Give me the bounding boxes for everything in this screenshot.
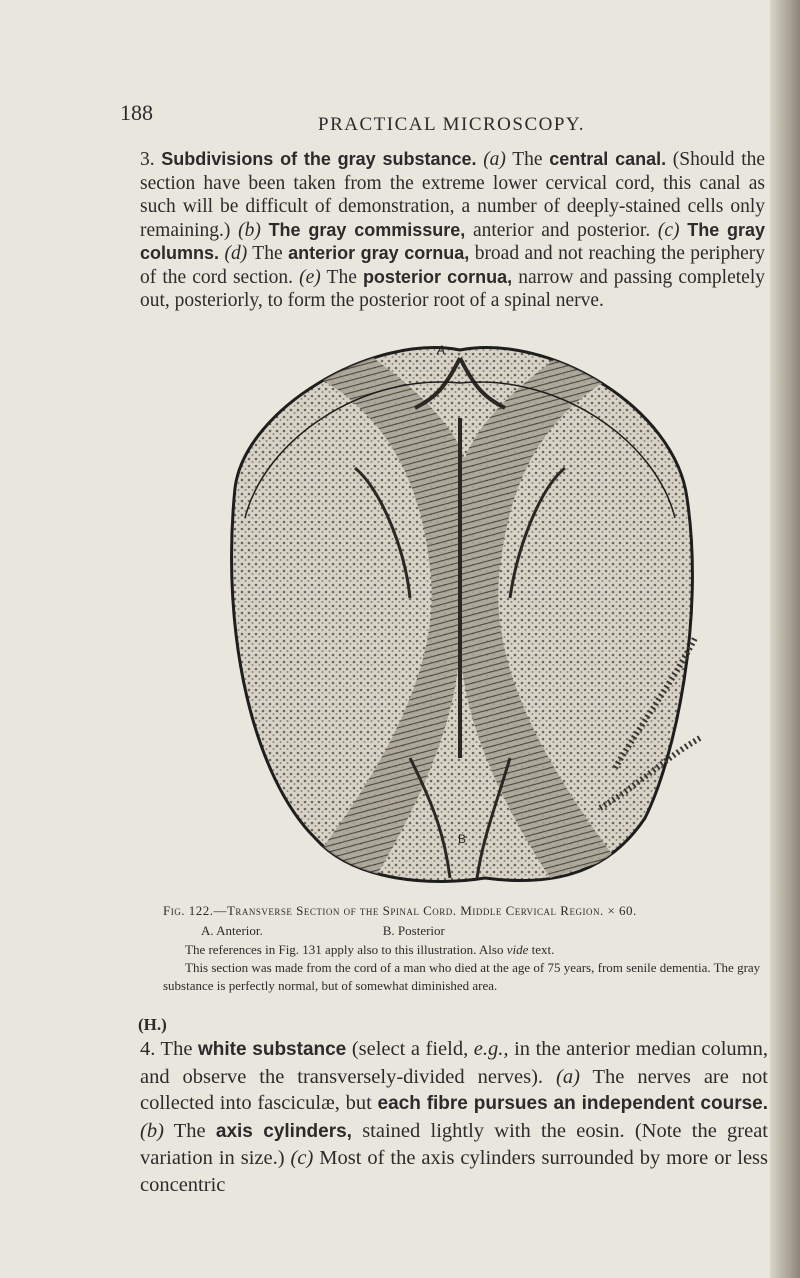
- section-marker: (H.): [138, 1015, 167, 1034]
- section-number: 3.: [140, 149, 155, 170]
- legend-anterior: A. Anterior.: [201, 923, 263, 938]
- figure-caption-legend: [163, 922, 763, 940]
- text-run: narrow and passing completely out, posteriorly, to form the posterior root of a spinal nerve.: [140, 266, 765, 311]
- eg-abbrev: e.g.,: [473, 1038, 509, 1060]
- legend-posterior: B. Posterior: [382, 923, 445, 938]
- paragraph-gray-substance: [140, 148, 765, 313]
- item-letter: (b): [140, 1119, 164, 1142]
- text-run: broad and not reaching the periphery of the cord section.: [140, 243, 766, 288]
- term-gray-commissure: The gray commissure,: [268, 219, 466, 240]
- label-a: A: [437, 343, 446, 357]
- term-gray-columns: The gray columns.: [140, 219, 766, 263]
- page-edge-shadow: [770, 0, 800, 1278]
- caption-text: text.: [531, 942, 555, 957]
- paragraph-white-substance: [140, 1036, 768, 1198]
- caption-text: This section was made from the cord of a man who died at the age of 75 years, from senile dementia. The gray substance is perfectly normal, but of somewhat diminished area.: [163, 960, 761, 993]
- text-run: The: [512, 149, 543, 170]
- term-central-canal: central canal.: [549, 149, 667, 169]
- text-run: The: [326, 266, 357, 288]
- figure-caption-title: [163, 902, 763, 920]
- item-letter: (d): [224, 243, 248, 264]
- figure-caption-note-2: [163, 959, 773, 995]
- spinal-cord-illustration: [205, 338, 715, 888]
- caption-vide: vide: [506, 942, 529, 957]
- caption-title-text: Fig. 122.—Transverse Section of the Spinal Cord. Middle Cervical Region. × 60.: [163, 903, 637, 918]
- item-letter: (c): [657, 219, 680, 241]
- figure-caption-note-1: [185, 941, 765, 959]
- text-run: in the anterior median column, and observe the transversely-divided nerves).: [140, 1038, 768, 1088]
- text-run: anterior and posterior.: [472, 219, 651, 241]
- caption-text: The references in Fig. 131 apply also to this illustration. Also: [185, 942, 504, 957]
- term-white-substance: white substance: [198, 1039, 347, 1060]
- text-run: (Should the section have been taken from the extreme lower cervical cord, this canal as such will be difficult of demonstration, a number of deeply-stained cells only remaining.): [140, 149, 766, 241]
- section-heading: Subdivisions of the gray substance.: [161, 149, 477, 169]
- text-run: (select a field,: [351, 1038, 469, 1060]
- text-run: stained lightly with the eosin. (Note the great variation in size.): [140, 1119, 768, 1169]
- term-anterior-cornua: anterior gray cornua,: [288, 243, 470, 263]
- text-run: 4. The: [140, 1038, 193, 1060]
- text-run: The: [173, 1119, 206, 1142]
- term-posterior-cornua: posterior cornua,: [362, 266, 513, 287]
- label-b: B: [458, 832, 467, 846]
- page-number: 188: [120, 100, 153, 125]
- spinal-cord-section-figure: [205, 338, 715, 888]
- text-run: The: [252, 243, 283, 264]
- item-letter: (b): [238, 219, 261, 241]
- item-letter: (a): [483, 149, 506, 170]
- term-axis-cylinders: axis cylinders,: [215, 1120, 352, 1142]
- item-letter: (a): [556, 1065, 580, 1088]
- item-letter: (e): [299, 266, 321, 288]
- text-run: Most of the axis cylinders surrounded by more or less concentric: [140, 1147, 769, 1196]
- running-head: PRACTICAL MICROSCOPY.: [318, 114, 585, 135]
- term-independent-course: each fibre pursues an independent course.: [377, 1093, 768, 1114]
- text-run: The nerves are not collected into fasciculæ, but: [140, 1065, 769, 1114]
- item-letter: (c): [290, 1147, 314, 1169]
